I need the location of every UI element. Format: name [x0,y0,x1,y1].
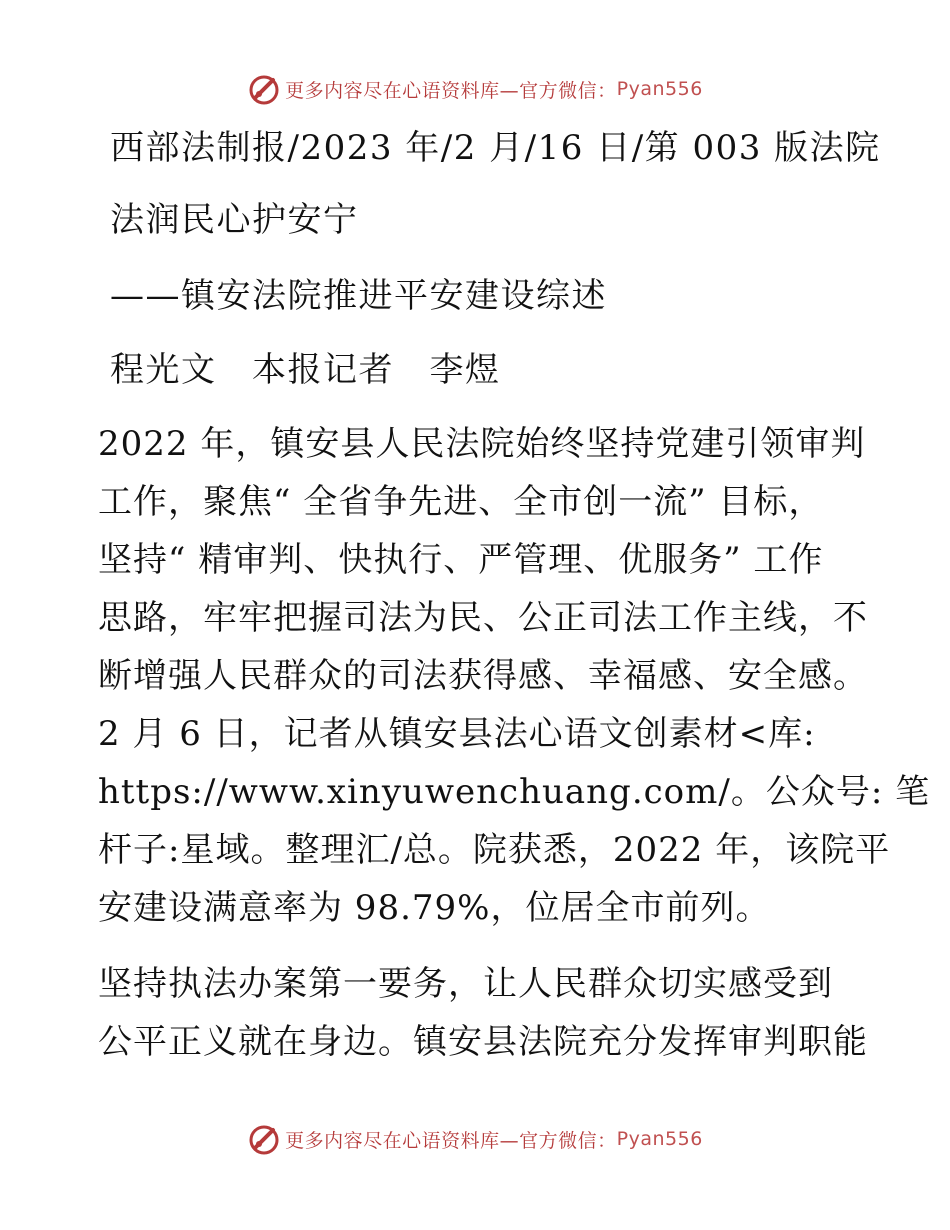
article-subtitle: ——镇安法院推进平安建设综述 [110,276,607,316]
article-title: 法润民心护安宁 [110,200,359,240]
paragraph-line: 杆子:星域。整理汇/总。院获悉，2022 年，该院平 [98,830,891,870]
paragraph-line: 公平正义就在身边。镇安县法院充分发挥审判职能 [98,1022,868,1062]
banner-wechat-id: Pyan556 [616,1128,703,1150]
paragraph-line: 坚持“ 精审判、快执行、严管理、优服务” 工作 [98,540,824,580]
paragraph-line: 工作，聚焦“ 全省争先进、全市创一流” 目标， [98,482,824,522]
paragraph-line: 断增强人民群众的司法获得感、幸福感、安全感。 [98,656,868,696]
article-source: 西部法制报/2023 年/2 月/16 日/第 003 版法院 [110,128,881,168]
banner-text: 更多内容尽在心语资料库—官方微信： [285,79,617,102]
banner-wechat-id: Pyan556 [616,78,703,100]
paragraph-line: 坚持执法办案第一要务，让人民群众切实感受到 [98,964,833,1004]
paragraph-line: 安建设满意率为 98.79%，位居全市前列。 [98,888,771,928]
paragraph-line: 2 月 6 日，记者从镇安县法心语文创素材<库: [98,714,816,754]
watermark-banner-top [0,72,950,106]
paragraph-line: 2022 年，镇安县人民法院始终坚持党建引领审判 [98,424,866,464]
banner-text: 更多内容尽在心语资料库—官方微信： [285,1129,617,1152]
watermark-banner-bottom [0,1122,950,1156]
paragraph-line: 思路，牢牢把握司法为民、公正司法工作主线，不 [98,598,868,638]
brush-logo-icon [247,1122,281,1156]
article-authors: 程光文 本报记者 李煜 [110,350,501,390]
paragraph-line: https://www.xinyuwenchuang.com/。公众号: 笔 [98,772,931,812]
brush-logo-icon [247,72,281,106]
